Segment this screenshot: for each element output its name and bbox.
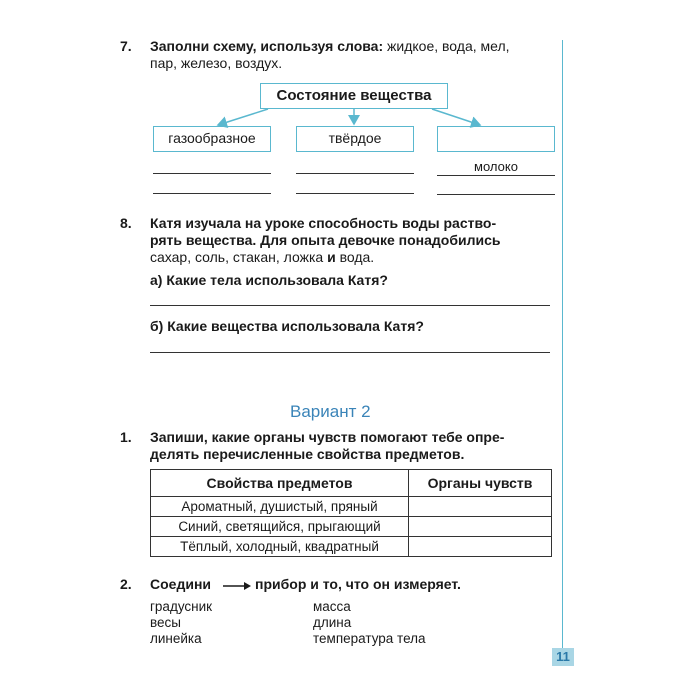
answer-line-b[interactable] xyxy=(150,352,550,353)
arrow-right xyxy=(432,109,480,125)
answer-line[interactable] xyxy=(153,193,271,194)
task-7-words-line2: пар, железо, воздух. xyxy=(150,55,283,71)
filled-answer-milk: молоко xyxy=(474,159,518,174)
property-cell: Ароматный, душистый, пряный xyxy=(151,497,409,517)
task-7-instruction-text: Заполни схему, используя слова: xyxy=(150,38,384,54)
arrow-left xyxy=(218,109,268,125)
answer-line[interactable] xyxy=(437,194,555,195)
diagram-root-box: Состояние вещества xyxy=(260,83,448,109)
task-8-number: 8. xyxy=(120,215,132,231)
answer-line-a[interactable] xyxy=(150,305,550,306)
task-7-words-line1: жидкое, вода, мел, xyxy=(387,38,510,54)
task-8-line3 xyxy=(150,249,374,266)
task-8-line1: Катя изучала на уроке способность воды раство- xyxy=(150,215,497,231)
instrument-ruler[interactable]: линейка xyxy=(150,631,202,646)
task-8-line2: рять вещества. Для опыта девочке понадобились xyxy=(150,232,501,248)
v2-task-2-rest: прибор и то, что он измеряет. xyxy=(255,576,461,592)
header-properties: Свойства предметов xyxy=(151,470,409,497)
task-8-end: вода. xyxy=(339,249,375,265)
sense-cell[interactable] xyxy=(409,497,552,517)
answer-line[interactable] xyxy=(153,173,271,174)
category-box-empty[interactable] xyxy=(437,126,555,152)
table-row xyxy=(151,497,552,517)
table-row xyxy=(151,537,552,557)
question-a: а) Какие тела использовала Катя? xyxy=(150,272,388,288)
answer-line[interactable] xyxy=(296,173,414,174)
property-cell: Синий, светящийся, прыгающий xyxy=(151,517,409,537)
variant-title: Вариант 2 xyxy=(290,402,371,421)
sense-cell[interactable] xyxy=(409,537,552,557)
answer-line[interactable] xyxy=(437,175,555,176)
task-8-items: сахар, соль, стакан, ложка xyxy=(150,249,324,265)
quantity-mass[interactable]: масса xyxy=(313,599,351,614)
properties-table xyxy=(150,469,552,557)
quantity-length[interactable]: длина xyxy=(313,615,352,630)
answer-line[interactable] xyxy=(296,193,414,194)
arrow-right-icon xyxy=(222,580,252,592)
v2-task-2-number: 2. xyxy=(120,576,132,592)
v2-task-1-line1: Запиши, какие органы чувств помогают тебе опре- xyxy=(150,429,505,445)
sense-cell[interactable] xyxy=(409,517,552,537)
task-8-and: и xyxy=(327,249,336,265)
category-box-solid: твёрдое xyxy=(296,126,414,152)
instrument-thermometer[interactable]: градусник xyxy=(150,599,213,614)
quantity-body-temperature[interactable]: температура тела xyxy=(313,631,426,646)
table-row xyxy=(151,517,552,537)
table-header-row xyxy=(151,470,552,497)
task-7-number: 7. xyxy=(120,38,132,54)
page-number: 11 xyxy=(552,648,574,666)
v2-task-1-number: 1. xyxy=(120,429,132,445)
property-cell: Тёплый, холодный, квадратный xyxy=(151,537,409,557)
header-senses: Органы чувств xyxy=(409,470,552,497)
instrument-scales[interactable]: весы xyxy=(150,615,181,630)
v2-task-2-verb: Соедини xyxy=(150,576,212,592)
category-box-gaseous: газообразное xyxy=(153,126,271,152)
question-b: б) Какие вещества использовала Катя? xyxy=(150,318,424,334)
v2-task-1-line2: делять перечисленные свойства предметов. xyxy=(150,446,465,462)
